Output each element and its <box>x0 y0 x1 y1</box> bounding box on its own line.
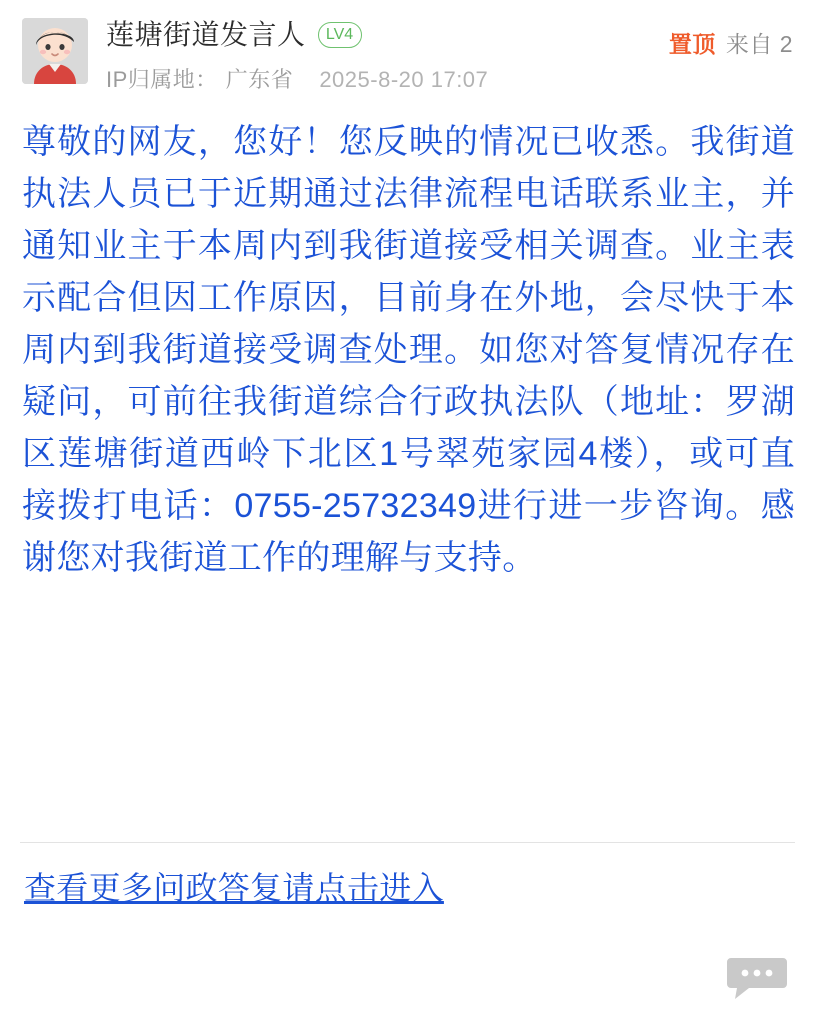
comment-bubble-glyph <box>725 954 789 1002</box>
ip-location-label: IP归属地： <box>106 66 218 92</box>
user-avatar-cartoon-icon <box>22 18 88 84</box>
pinned-badge: 置顶 <box>668 31 716 57</box>
post-timestamp: 2025-8-20 17:07 <box>319 66 489 92</box>
view-more-link[interactable]: 查看更多问政答复请点击进入 <box>24 870 444 906</box>
post-content: 尊敬的网友，您好！您反映的情况已收悉。我街道执法人员已于近期通过法律流程电话联系业主，并通知业主于本周内到我街道接受相关调查。业主表示配合但因工作原因，目前身在外地，会尽快于本周内到我街道接受调查处理。如您对答复情况存在疑问，可前往我街道综合行政执法队（地址：罗湖区莲塘街道西岭下北区1号翠苑家园4楼），或可直接拨打电话：0755-25732349进行进一步咨询。感谢您对我街道工作的理解与支持。 <box>22 122 795 577</box>
comment-bubble-icon[interactable] <box>725 954 789 1002</box>
post-tags <box>669 26 793 59</box>
post-header <box>0 0 815 94</box>
post-meta <box>106 63 795 94</box>
post-source: 来自 2 <box>725 31 793 57</box>
author-name[interactable]: 莲塘街道发言人 <box>106 19 306 50</box>
level-badge: LV4 <box>318 22 362 48</box>
content-divider <box>20 842 795 843</box>
avatar[interactable] <box>22 18 88 84</box>
ip-location-value: 广东省 <box>225 66 294 92</box>
